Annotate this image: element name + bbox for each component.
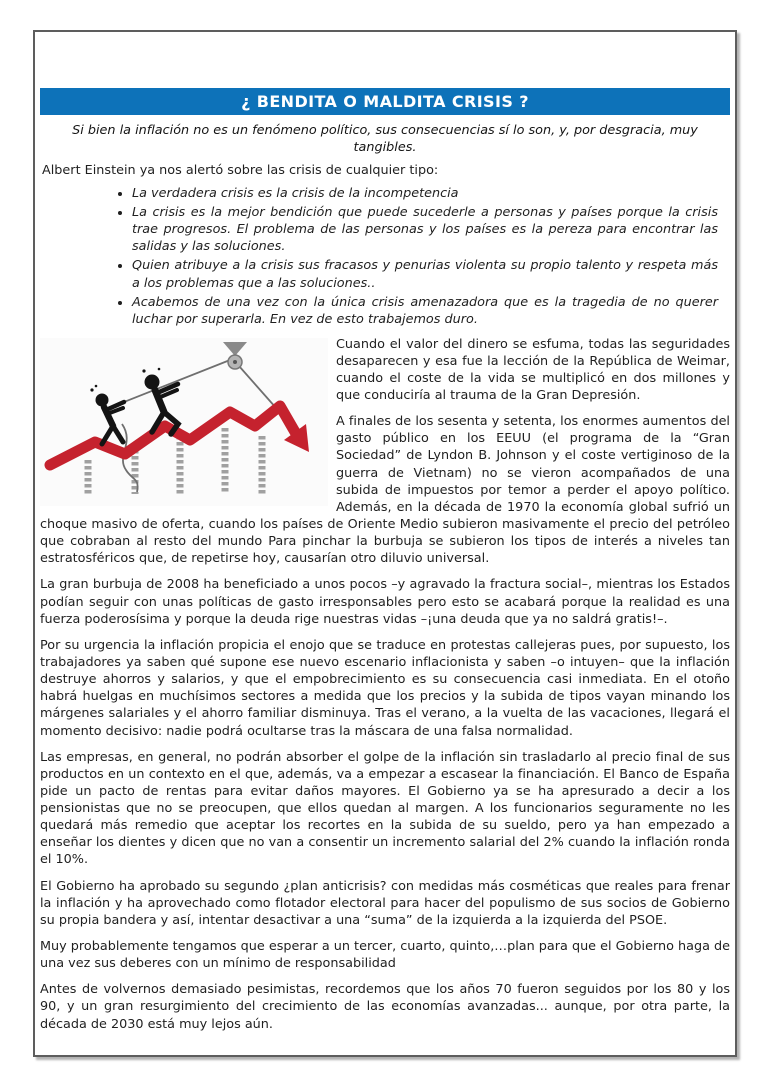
body-paragraph: Cuando el valor del dinero se esfuma, todas las seguridades desaparecen y esa fue la lección de la República de Weimar, cuando el coste de la vida se multiplicó en dos millones y que conduciría al trauma de la Gran Depresión. — [336, 336, 730, 403]
list-item: • Quien atribuye a la crisis sus fracasos y penurias violenta su propio talento y respeta más a los problemas que a las soluciones.. — [132, 257, 718, 291]
crisis-pulley-arrow-illustration — [40, 338, 328, 506]
body-paragraph: El Gobierno ha aprobado su segundo ¿plan anticrisis? con medidas más cosméticas que reales para frenar la inflación y ha aprovechado como flotador electoral para hacer del populismo de sus socios de Gobierno su propia bandera y así, intentar desactivar a una “suma” de la izquierda a la izquierda del PSOE. — [40, 878, 730, 928]
intro-paragraph: Albert Einstein ya nos alertó sobre las crisis de cualquier tipo: — [42, 162, 439, 178]
body-paragraph: Antes de volvernos demasiado pesimistas, recordemos que los años 70 fueron seguidos por los 80 y los 90, y un gran resurgimiento del crecimiento de las economías avanzadas... aunque, por otra parte, la década de 2030 está muy lejos aún. — [40, 982, 730, 1032]
page-title: ¿ BENDITA O MALDITA CRISIS ? — [241, 92, 529, 111]
crisis-illustration-svg — [40, 338, 328, 506]
body-section — [40, 336, 730, 1033]
subtitle: Si bien la inflación no es un fenómeno político, sus consecuencias sí lo son, y, por desgracia, muy tangibles. — [72, 123, 698, 156]
body-paragraph: La gran burbuja de 2008 ha beneficiado a unos pocos –y agravado la fractura social–, mientras los Estados podían seguir con unas políticas de gasto irresponsables pero esto se acabará porque la realidad es una fuerza poderosísima y porque la deuda rige nuestras vidas –¡una deuda que ya no saldrá gratis!–. — [40, 577, 730, 627]
document-page — [33, 30, 737, 1057]
list-item: • La verdadera crisis es la crisis de la incompetencia — [132, 185, 718, 202]
list-item: • La crisis es la mejor bendición que puede sucederle a personas y países porque la crisis trae progresos. El problema de las personas y los países es la pereza para encontrar las salidas y las soluciones. — [132, 204, 718, 255]
body-paragraph: Por su urgencia la inflación propicia el enojo que se traduce en protestas callejeras pues, por supuesto, los trabajadores ya saben qué supone ese nuevo escenario inflacionista y saben –o intuyen– que la inflación destruye ahorros y salarios, y que el empobrecimiento es su consecuencia casi inmediata. En el otoño habrá huelgas en muchísimos sectores a medida que los precios y la subida de tipos vayan minando los márgenes salariales y el ahorro familiar disminuya. Tras el verano, a la vuelta de las vacaciones, llegará el momento decisivo: nadie podrá ocultarse tras la máscara de una falsa normalidad. — [40, 637, 730, 739]
body-paragraph: Muy probablemente tengamos que esperar a un tercer, cuarto, quinto,…plan para que el Gobierno haga de una vez sus deberes con un mínimo de responsabilidad — [40, 939, 730, 972]
body-paragraph: A finales de los sesenta y setenta, los enormes aumentos del gasto público en los EEUU (el programa de la “Gran Sociedad” de Lyndon B. Johnson y el coste vertiginoso de la guerra de Vietnam) no se vieron acompañados de una subida de impuestos por temor a perder el apoyo político. Además, en la década de 1970 la economía global sufrió un choque masivo de oferta, cuando los países de Oriente Medio subieron masivamente el precio del petróleo que cobraban al resto del mundo Para pinchar la burbuja se subieron los tipos de interés a niveles tan estratosféricos que, de repetirse hoy, causarían otro diluvio universal. — [40, 414, 730, 567]
title-bar — [40, 88, 730, 115]
body-paragraph: Las empresas, en general, no podrán absorber el golpe de la inflación sin trasladarlo al precio final de sus productos en un contexto en el que, además, va a empezar a escasear la financiación. El Banco de España pide un pacto de rentas para evitar daños mayores. El Gobierno ya se ha apresurado a decir a los pensionistas que no se preocupen, que ellos quedan al margen. A los funcionarios seguramente no les quedará más remedio que aceptar los recortes en la subida de su sueldo, pero ya han empezado a enseñar los dientes y dicen que no van a consentir un incremento salarial del 2% cuando la inflación ronda el 10%. — [40, 749, 730, 868]
list-item: • Acabemos de una vez con la única crisis amenazadora que es la tragedia de no querer luchar por superarla. En vez de esto trabajemos duro. — [132, 294, 718, 328]
einstein-quotes-list — [40, 185, 726, 327]
